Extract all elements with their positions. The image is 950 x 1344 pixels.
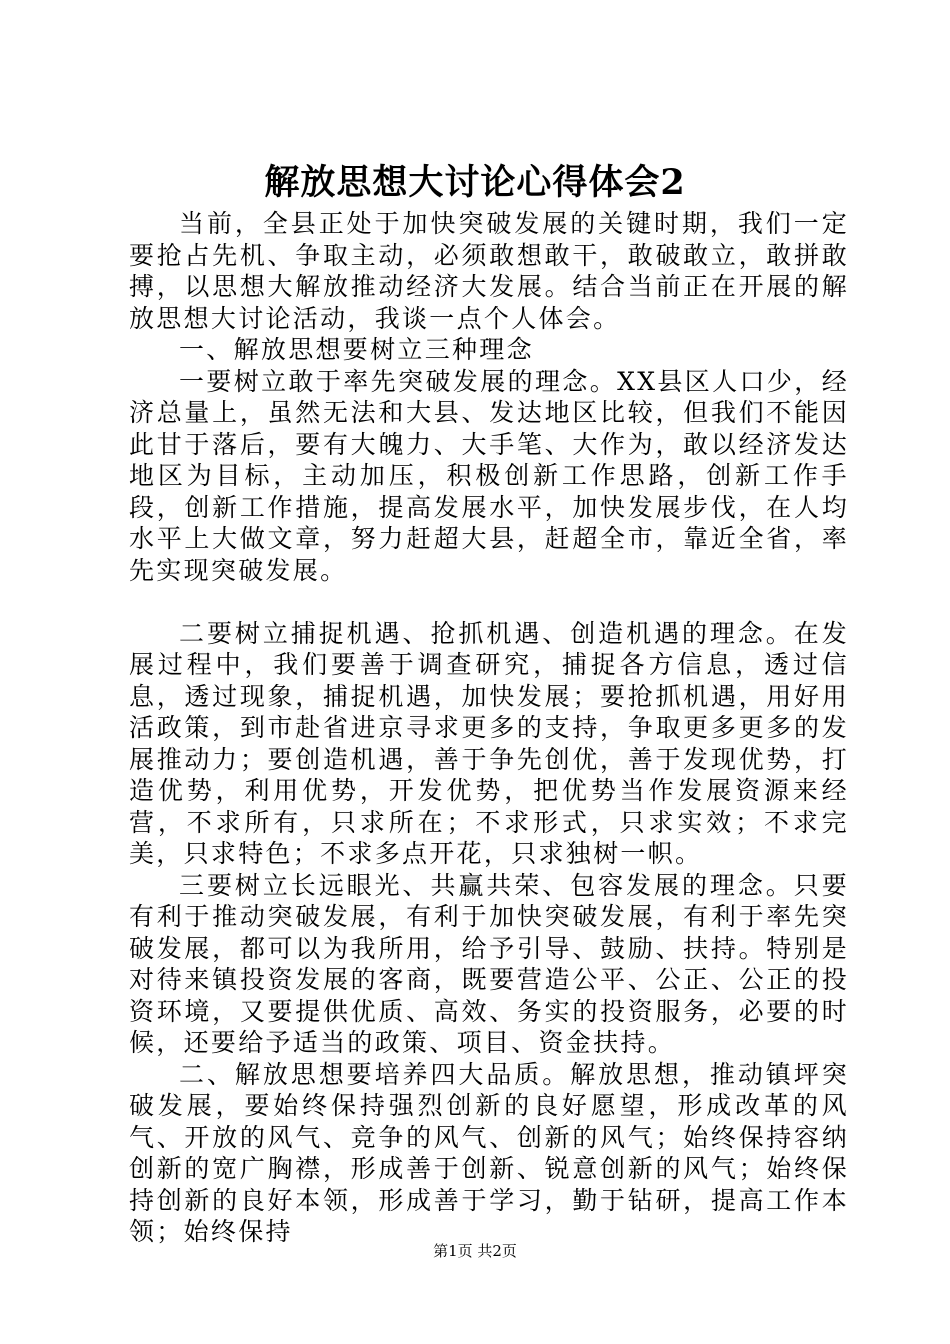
document-title: 解放思想大讨论心得体会2 [264,162,686,203]
paragraph-intro: 当前，全县正处于加快突破发展的关键时期，我们一定要抢占先机、争取主动，必须敢想敢干，敢破敢立，敢拼敢搏，以思想大解放推动经济大发展。结合当前正在开展的解放思想大讨论活动，我谈一点个人体会。 [129,209,849,333]
paragraph-section-2: 二、解放思想要培养四大品质。解放思想，推动镇坪突破发展，要始终保持强烈创新的良好愿望，形成改革的风气、开放的风气、竞争的风气、创新的风气；始终保持容纳创新的宽广胸襟，形成善于创新、锐意创新的风气；始终保持创新的良好本领，形成善于学习，勤于钻研，提高工作本领；始终保持 [129,1059,849,1246]
paragraph-concept-1: 一要树立敢于率先突破发展的理念。XX县区人口少，经济总量上，虽然无法和大县、发达地区比较，但我们不能因此甘于落后，要有大魄力、大手笔、大作为，敢以经济发达地区为目标，主动加压，积极创新工作思路，创新工作手段，创新工作措施，提高发展水平，加快发展步伐，在人均水平上大做文章，努力赶超大县，赶超全市，靠近全省，率先实现突破发展。 [129,366,849,585]
section-heading-1: 一、解放思想要树立三种理念 [179,335,534,364]
page-footer: 第1页 共2页 [433,1242,517,1260]
paragraph-concept-3: 三要树立长远眼光、共赢共荣、包容发展的理念。只要有利于推动突破发展，有利于加快突破发展，有利于率先突破发展，都可以为我所用，给予引导、鼓励、扶持。特别是对待来镇投资发展的客商，既要营造公平、公正、公正的投资环境，又要提供优质、高效、务实的投资服务，必要的时候，还要给予适当的政策、项目、资金扶持。 [129,870,849,1057]
paragraph-concept-2: 二要树立捕捉机遇、抢抓机遇、创造机遇的理念。在发展过程中，我们要善于调查研究，捕捉各方信息，透过信息，透过现象，捕捉机遇，加快发展；要抢抓机遇，用好用活政策，到市赴省进京寻求更多的支持，争取更多更多的发展推动力；要创造机遇，善于争先创优，善于发现优势，打造优势，利用优势，开发优势，把优势当作发展资源来经营，不求所有，只求所在；不求形式，只求实效；不求完美，只求特色；不求多点开花，只求独树一帜。 [129,618,849,868]
document-body [129,208,849,1248]
